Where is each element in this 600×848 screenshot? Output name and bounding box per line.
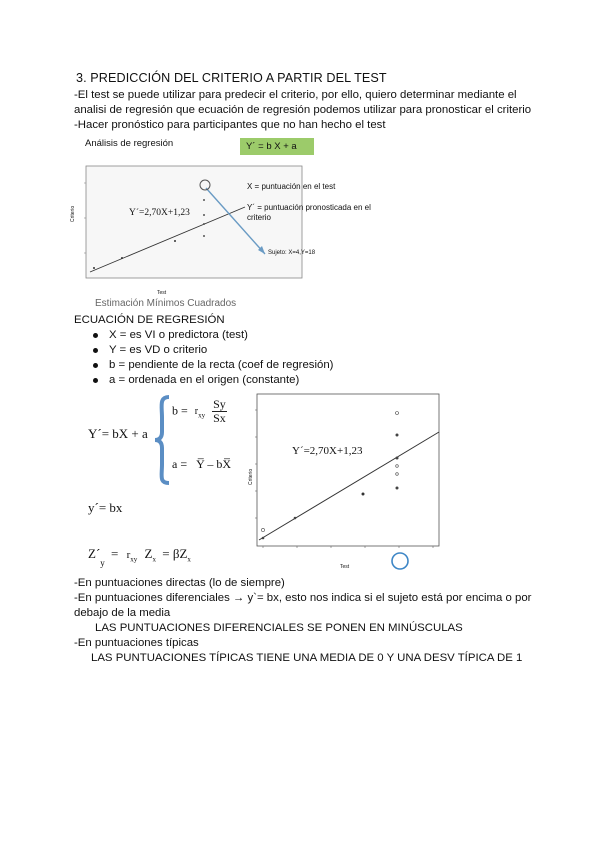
intro-line-2: analisi de regresión que ecuación de regresión podemos utilizar para pronosticar el criterio (74, 104, 532, 116)
plot2-x-axis-label: Test (340, 564, 350, 570)
formula-a: a = Y̅ – bX̅ (172, 457, 231, 471)
plot1-point (203, 214, 205, 216)
plot2-point (362, 493, 365, 496)
plot1-equation: Y´=2,70X+1,23 (129, 208, 190, 218)
figure1-caption: Estimación Mínimos Cuadrados (95, 298, 237, 309)
regression-plot-1 (70, 158, 410, 308)
legend-x: X = puntuación en el test (247, 182, 336, 191)
plot2-frame (257, 394, 439, 546)
plot1-y-axis-label: Criterio (70, 205, 76, 222)
plot1-point (93, 267, 95, 269)
plot2-point (396, 457, 399, 460)
note-tipicas: -En puntuaciones típicas (74, 637, 199, 649)
bullet-a: a = ordenada en el origen (constante) (109, 374, 300, 386)
plot2-y-axis-label: Criterio (248, 468, 254, 485)
legend-y-line1: Y´ = puntuación pronosticada en el (247, 203, 371, 212)
bullet-x: X = es VI o predictora (test) (109, 329, 248, 341)
legend-y-line2: criterio (247, 213, 272, 222)
figure1-title: Análisis de regresión (85, 138, 174, 149)
bullet-dot (93, 378, 98, 383)
formula-z: $Z´_y = r_{xy}$ $Z_x = \beta Z_x$ (88, 546, 191, 568)
formula-box: Y´ = b X + a (240, 138, 314, 155)
plot1-point (121, 257, 123, 259)
brace-curve (155, 397, 169, 483)
subject-note: Sujeto: X=4,Y=18 (268, 250, 316, 256)
formula-deviation: y´= bx (88, 500, 123, 515)
regression-plot-2 (245, 390, 445, 575)
bullet-dot (93, 348, 98, 353)
note-diferenciales: -En puntuaciones diferenciales → y`= bx, esto nos indica si el sujeto está por encima o por (74, 592, 532, 604)
plot1-x-axis-label: Test (157, 290, 167, 296)
formula-brace (152, 394, 172, 486)
bullet-y: Y = es VD o criterio (109, 344, 208, 356)
section-title: 3. PREDICCIÓN DEL CRITERIO A PARTIR DEL TEST (76, 71, 387, 85)
bullet-b: b = pendiente de la recta (coef de regresión) (109, 359, 334, 371)
plot1-point (203, 235, 205, 237)
plot1-point (174, 240, 176, 242)
intro-line-3: -Hacer pronóstico para participantes que no han hecho el test (74, 119, 386, 131)
plot1-point (203, 199, 205, 201)
plot2-point (396, 434, 399, 437)
plot2-point (262, 537, 265, 540)
plot2-point (294, 517, 297, 520)
formula-main: Y´= bX + a (88, 426, 148, 441)
plot1-point (203, 223, 205, 225)
note-minusculas: LAS PUNTUACIONES DIFERENCIALES SE PONEN EN MINÚSCULAS (95, 622, 463, 634)
plot2-point (396, 487, 399, 490)
note-directas: -En puntuaciones directas (lo de siempre) (74, 577, 285, 589)
intro-line-1: -El test se puede utilizar para predecir el criterio, por ello, quiero determinar mediante el (74, 89, 517, 101)
formula-b: $b = r_{xy}$ $\frac{Sy}{Sx}$ (172, 397, 226, 425)
bullet-dot (93, 363, 98, 368)
plot2-highlight-circle (392, 553, 408, 569)
plot2-equation: Y´=2,70X+1,23 (292, 445, 363, 457)
note-tipicas-detail: LAS PUNTUACIONES TÍPICAS TIENE UNA MEDIA DE 0 Y UNA DESV TÍPICA DE 1 (91, 652, 523, 664)
regresion-heading: ECUACIÓN DE REGRESIÓN (74, 314, 225, 326)
bullet-dot (93, 333, 98, 338)
note-diferenciales-cont: debajo de la media (74, 607, 171, 619)
